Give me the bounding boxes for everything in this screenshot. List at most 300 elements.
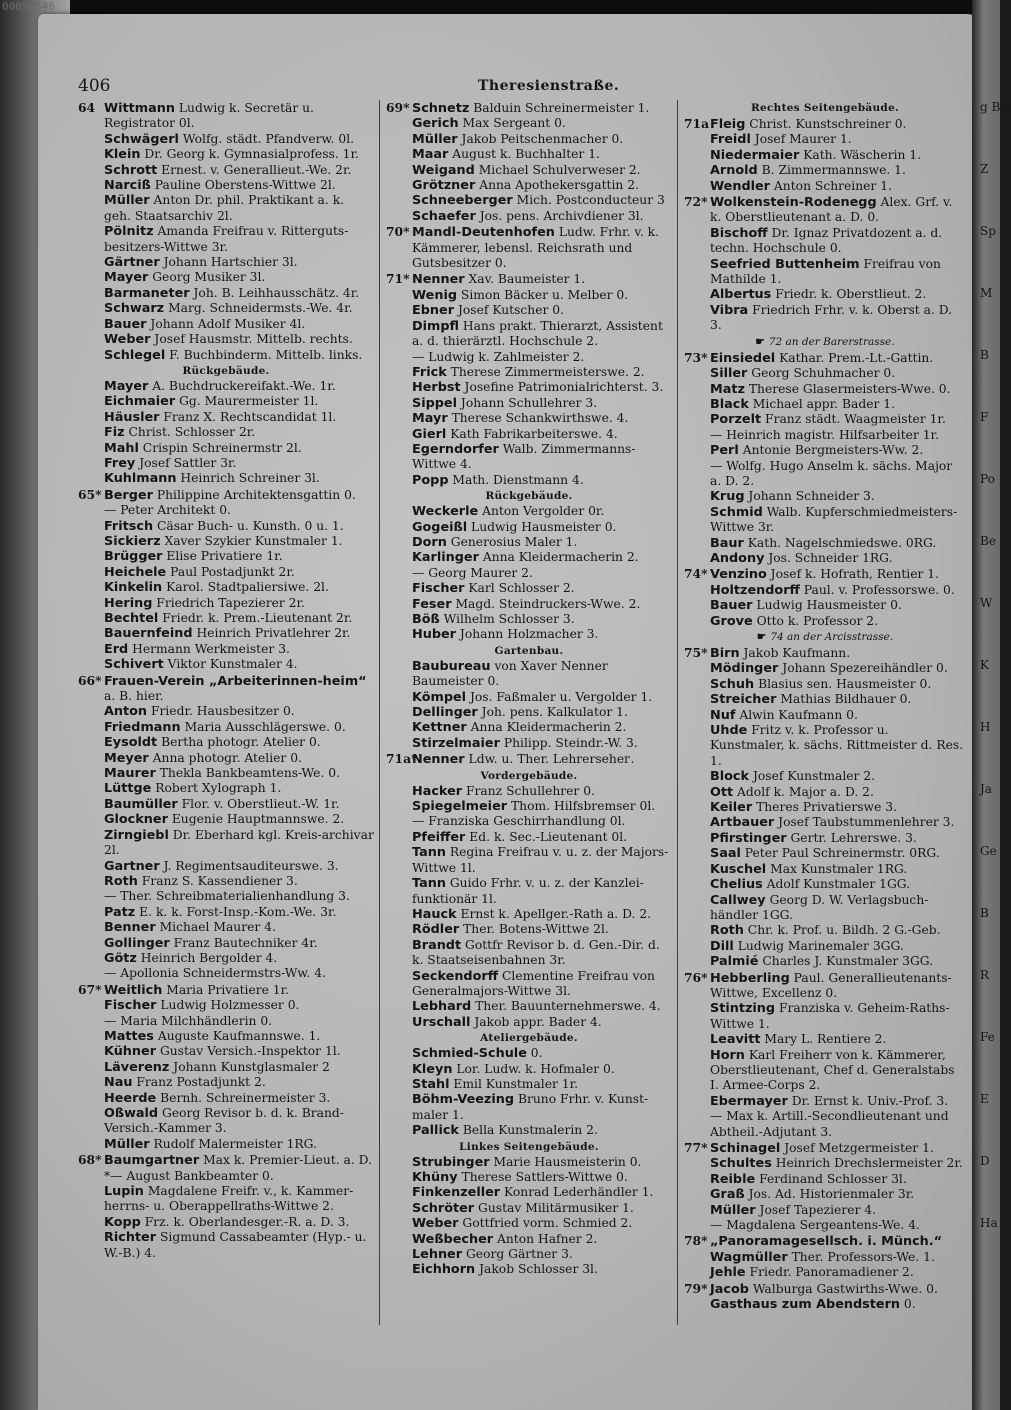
facing-page-fragment: Ha bbox=[980, 1216, 998, 1230]
directory-entry bbox=[386, 784, 672, 799]
resident-details: Robert Xylograph 1. bbox=[155, 781, 282, 796]
resident-details: Jos. Schneider 1RG. bbox=[768, 550, 893, 565]
resident-details: Jakob Peitschenmacher 0. bbox=[461, 131, 624, 146]
resident-details: — Ther. Schreibmaterialienhandlung 3. bbox=[104, 889, 350, 904]
directory-entry bbox=[78, 224, 374, 255]
directory-entry bbox=[78, 534, 374, 549]
resident-name: Gogeißl bbox=[412, 519, 468, 535]
resident-name: Gartner bbox=[104, 858, 160, 874]
house-number: 70* bbox=[386, 224, 410, 240]
facing-page-fragment: Ge bbox=[980, 844, 997, 858]
directory-entry bbox=[684, 397, 966, 412]
resident-details: Pauline Oberstens-Wittwe 2l. bbox=[154, 178, 336, 193]
directory-entry bbox=[78, 580, 374, 595]
facing-page-fragment: H bbox=[980, 720, 991, 734]
resident-name: Weber bbox=[412, 1216, 459, 1232]
resident-name: Kuschel bbox=[710, 861, 767, 877]
resident-name: Pölnitz bbox=[104, 224, 154, 240]
resident-name: Schneeberger bbox=[412, 193, 513, 209]
directory-entry bbox=[78, 379, 374, 394]
facing-page-fragment: M bbox=[980, 286, 993, 300]
directory-entry bbox=[386, 396, 672, 411]
house-number: 76* bbox=[684, 969, 708, 985]
directory-entry bbox=[78, 673, 374, 705]
resident-name: Wenig bbox=[412, 287, 457, 303]
directory-entry bbox=[78, 1044, 374, 1059]
resident-name: Seckendorff bbox=[412, 968, 499, 984]
resident-name: Erd bbox=[104, 641, 129, 657]
directory-entry bbox=[684, 815, 966, 830]
directory-entry bbox=[386, 132, 672, 147]
directory-entry bbox=[386, 365, 672, 380]
directory-entry bbox=[386, 380, 672, 395]
resident-details: Ludwig Marinemaler 3GG. bbox=[737, 938, 904, 953]
directory-entry bbox=[684, 163, 966, 178]
facing-page-fragment: W bbox=[980, 596, 993, 610]
resident-name: Horn bbox=[710, 1047, 745, 1063]
resident-name: Müller bbox=[104, 1136, 150, 1152]
resident-name: Dill bbox=[710, 938, 734, 954]
resident-details: Georg Musiker 3l. bbox=[152, 270, 266, 285]
directory-entry bbox=[684, 692, 966, 707]
resident-details: Johann Holzmacher 3. bbox=[459, 627, 599, 642]
directory-entry bbox=[78, 487, 374, 503]
corner-note bbox=[684, 335, 966, 349]
resident-name: Oßwald bbox=[104, 1106, 159, 1121]
resident-name: Brandt bbox=[412, 937, 462, 953]
column-rule bbox=[379, 100, 380, 1325]
resident-details: Gertr. Lehrerswe. 3. bbox=[790, 830, 917, 845]
resident-name: Porzelt bbox=[710, 412, 762, 428]
resident-name: Zirngiebl bbox=[104, 827, 169, 843]
resident-details: Georg Revisor b. d. k. Brand-Versich.-Kammer 3. bbox=[104, 1106, 344, 1136]
directory-entry bbox=[78, 982, 374, 998]
resident-details: Lor. Ludw. k. Hofmaler 0. bbox=[456, 1061, 615, 1076]
directory-entry bbox=[684, 1233, 966, 1249]
resident-name: Kuhlmann bbox=[104, 471, 177, 487]
directory-entry bbox=[386, 319, 672, 350]
directory-entry bbox=[386, 147, 672, 162]
directory-entry bbox=[684, 566, 966, 582]
directory-entry bbox=[386, 1046, 672, 1061]
directory-entry bbox=[386, 116, 672, 131]
resident-name: Hauck bbox=[412, 906, 457, 922]
resident-details: Johann Hartschier 3l. bbox=[163, 255, 298, 270]
page-header bbox=[78, 76, 958, 98]
directory-entry bbox=[386, 597, 672, 612]
directory-entry bbox=[78, 596, 374, 611]
resident-name: Richter bbox=[104, 1230, 157, 1246]
resident-details: — Georg Maurer 2. bbox=[412, 565, 533, 580]
directory-entry bbox=[386, 1201, 672, 1216]
resident-name: Gierl bbox=[412, 426, 447, 442]
resident-details: Dr. Ignaz Privatdozent a. d. techn. Hochschule 0. bbox=[710, 225, 943, 256]
directory-entry bbox=[386, 845, 672, 876]
resident-details: Ludwig k. Secretär u. Registrator 0l. bbox=[104, 101, 314, 131]
resident-details: Anna Apothekersgattin 2. bbox=[479, 178, 639, 193]
resident-details: Jakob Schlosser 3l. bbox=[479, 1262, 598, 1277]
resident-name: Strubinger bbox=[412, 1154, 490, 1170]
directory-entry bbox=[684, 661, 966, 676]
directory-entry bbox=[684, 1109, 966, 1140]
resident-details: Josef Kunstmaler 2. bbox=[752, 769, 876, 784]
resident-details: Dr. Eberhard kgl. Kreis-archivar 2l. bbox=[104, 827, 374, 858]
resident-details: Bertha photogr. Atelier 0. bbox=[161, 735, 321, 750]
resident-name: Spiegelmeier bbox=[412, 799, 508, 815]
section-heading: Rechtes Seitengebäude. bbox=[750, 102, 900, 114]
resident-details: Freifrau von Mathilde 1. bbox=[710, 256, 941, 287]
directory-entry bbox=[684, 970, 966, 1002]
resident-details: Therese Zimmermeisterswe. 2. bbox=[450, 364, 645, 379]
resident-details: Friedr. k. Prem.-Lieutenant 2r. bbox=[162, 611, 353, 625]
resident-details: Ludw. Frhr. v. k. Kämmerer, lebensl. Reichsrath und Gutsbesitzer 0. bbox=[412, 225, 660, 271]
resident-details: Antonie Bergmeisters-Ww. 2. bbox=[742, 443, 924, 458]
resident-name: Reible bbox=[710, 1171, 756, 1187]
facing-page-fragment: K bbox=[980, 658, 989, 672]
directory-entry bbox=[78, 519, 374, 534]
directory-entry bbox=[684, 303, 966, 334]
column-left bbox=[78, 100, 374, 1390]
directory-entry bbox=[78, 1230, 374, 1261]
resident-details: Franz Schullehrer 0. bbox=[466, 783, 595, 798]
resident-name: Narciß bbox=[104, 178, 151, 194]
resident-details: Hans prakt. Thierarzt, Assistent a. d. thierärztl. Hochschule 2. bbox=[412, 318, 663, 349]
column-middle bbox=[386, 100, 672, 1390]
resident-name: Mahl bbox=[104, 440, 139, 456]
pointing-hand-icon: ☛ bbox=[756, 631, 767, 643]
directory-entry bbox=[78, 1060, 374, 1075]
resident-details: Crispin Schreinermstr 2l. bbox=[142, 440, 302, 455]
resident-name: Nuf bbox=[710, 707, 736, 723]
directory-entry bbox=[684, 862, 966, 877]
resident-name: Mattes bbox=[104, 1028, 154, 1044]
resident-name: Pfeiffer bbox=[412, 829, 466, 845]
resident-details: Magd. Steindruckers-Wwe. 2. bbox=[455, 596, 641, 611]
directory-entry bbox=[684, 831, 966, 846]
directory-entry bbox=[386, 1155, 672, 1170]
resident-details: E. k. k. Forst-Insp.-Kom.-We. 3r. bbox=[139, 904, 337, 919]
resident-details: Christ. Kunstschreiner 0. bbox=[749, 117, 907, 131]
directory-entry bbox=[78, 178, 374, 193]
directory-entry bbox=[684, 366, 966, 381]
resident-name: Saal bbox=[710, 846, 741, 862]
directory-entry bbox=[386, 799, 672, 814]
directory-entry bbox=[386, 999, 672, 1014]
resident-name: Lupin bbox=[104, 1184, 144, 1200]
resident-details: Jos. pens. Archivdiener 3l. bbox=[479, 208, 644, 223]
resident-details: Ed. k. Sec.-Lieutenant 0l. bbox=[469, 829, 628, 844]
resident-details: Bernh. Schreinermeister 3. bbox=[160, 1090, 331, 1105]
resident-details: Xav. Baumeister 1. bbox=[468, 272, 586, 287]
resident-name: Maurer bbox=[104, 766, 156, 782]
directory-entry bbox=[78, 270, 374, 285]
section-heading: Vordergebäude. bbox=[480, 769, 578, 782]
directory-entry bbox=[78, 859, 374, 874]
facing-page-fragment: B bbox=[980, 348, 989, 362]
directory-entry bbox=[78, 255, 374, 270]
resident-details: Heinrich Drechslermeister 2r. bbox=[775, 1156, 963, 1171]
resident-details: Hermann Werkmeister 3. bbox=[132, 641, 290, 656]
resident-details: Franz Postadjunkt 2. bbox=[136, 1075, 266, 1090]
house-number: 77* bbox=[684, 1140, 708, 1155]
resident-name: Frick bbox=[412, 364, 447, 380]
directory-entry bbox=[386, 1216, 672, 1231]
resident-name: Schuh bbox=[710, 676, 755, 692]
resident-name: Hebberling bbox=[710, 970, 790, 986]
house-number: 79* bbox=[684, 1280, 708, 1296]
resident-name: Callwey bbox=[710, 892, 766, 908]
directory-entry bbox=[684, 132, 966, 147]
directory-entry bbox=[386, 922, 672, 937]
directory-entry bbox=[684, 1187, 966, 1202]
resident-details: Johann Adolf Musiker 4l. bbox=[150, 316, 306, 331]
resident-details: Christ. Schlosser 2r. bbox=[128, 425, 256, 440]
resident-name: Stirzelmaier bbox=[412, 735, 500, 751]
directory-entry bbox=[386, 907, 672, 922]
resident-name: Bauer bbox=[104, 316, 147, 332]
house-number: 67* bbox=[78, 981, 102, 997]
resident-name: Weber bbox=[104, 332, 151, 348]
resident-details: Paul. v. Professorswe. 0. bbox=[803, 582, 955, 597]
resident-name: Schlegel bbox=[104, 347, 166, 363]
resident-details: 0. bbox=[530, 1046, 543, 1061]
directory-entry bbox=[386, 520, 672, 535]
resident-name: Niedermaier bbox=[710, 147, 800, 163]
directory-entry bbox=[78, 1137, 374, 1152]
column-rule bbox=[677, 100, 678, 1325]
resident-details: Dr. Ernst k. Univ.-Prof. 3. bbox=[791, 1093, 949, 1108]
page-number: 406 bbox=[78, 76, 111, 96]
resident-details: Jos. Faßmaler u. Vergolder 1. bbox=[469, 689, 653, 704]
directory-entry bbox=[78, 503, 374, 518]
resident-name: Müller bbox=[104, 193, 150, 209]
resident-name: Barmaneter bbox=[104, 285, 190, 301]
resident-name: Benner bbox=[104, 920, 156, 936]
house-number: 73* bbox=[684, 349, 708, 365]
resident-name: Grove bbox=[710, 613, 753, 629]
resident-name: Schröter bbox=[412, 1200, 475, 1216]
house-number: 66* bbox=[78, 672, 102, 688]
resident-name: Black bbox=[710, 396, 749, 412]
resident-details: Guido Frhr. v. u. z. der Kanzlei-funktionär 1l. bbox=[412, 876, 644, 906]
facing-page-fragment: F bbox=[980, 410, 989, 424]
resident-details: Josef Tapezierer 4. bbox=[759, 1202, 877, 1217]
resident-details: Thekla Bankbeamtens-We. 0. bbox=[159, 766, 341, 781]
resident-details: Peter Paul Schreinermstr. 0RG. bbox=[744, 846, 940, 861]
resident-name: Weckerle bbox=[412, 504, 479, 520]
resident-name: Hacker bbox=[412, 783, 463, 799]
resident-details: Kath. Wäscherin 1. bbox=[803, 147, 922, 162]
directory-entry bbox=[684, 551, 966, 566]
resident-details: Auguste Kaufmannswe. 1. bbox=[157, 1028, 321, 1043]
resident-details: — Magdalena Sergeantens-We. 4. bbox=[710, 1218, 920, 1233]
resident-details: Jakob appr. Bader 4. bbox=[474, 1014, 602, 1029]
house-number: 71* bbox=[386, 271, 410, 287]
resident-details: Clementine Freifrau von Generalmajors-Wittwe 3l. bbox=[412, 968, 655, 998]
resident-details: Ludwig Hausmeister 0. bbox=[756, 598, 902, 613]
facing-page-fragment: Z bbox=[980, 162, 989, 176]
resident-name: Vibra bbox=[710, 302, 749, 318]
resident-details: F. Buchbinderm. Mittelb. links. bbox=[169, 347, 363, 362]
directory-entry bbox=[684, 1297, 966, 1312]
resident-details: Michael Schulverweser 2. bbox=[478, 162, 641, 177]
resident-details: — Apollonia Schneidermstrs-Ww. 4. bbox=[104, 966, 326, 981]
resident-details: Josef k. Hofrath, Rentier 1. bbox=[770, 567, 939, 582]
resident-name: Frey bbox=[104, 455, 136, 471]
resident-details: Anton Schreiner 1. bbox=[773, 178, 892, 193]
resident-name: Lehner bbox=[412, 1247, 463, 1263]
resident-name: Weigand bbox=[412, 162, 475, 178]
resident-details: Ther. Professors-We. 1. bbox=[791, 1249, 935, 1264]
resident-name: „Panoramagesellsch. i. Münch.“ bbox=[710, 1234, 943, 1250]
directory-entry bbox=[386, 1185, 672, 1200]
directory-entry bbox=[684, 179, 966, 194]
resident-name: Maar bbox=[412, 147, 449, 163]
resident-name: Dimpfl bbox=[412, 318, 459, 334]
resident-name: Leavitt bbox=[710, 1032, 761, 1048]
resident-name: Schultes bbox=[710, 1156, 772, 1172]
resident-name: Klein bbox=[104, 147, 141, 163]
directory-entry bbox=[78, 193, 374, 224]
resident-details: Emil Kunstmaler 1r. bbox=[453, 1076, 579, 1091]
resident-name: Wittmann bbox=[104, 101, 175, 116]
directory-entry bbox=[386, 350, 672, 365]
resident-details: Anton Vergolder 0r. bbox=[482, 504, 605, 519]
resident-details: Mary L. Rentiere 2. bbox=[764, 1032, 887, 1047]
resident-name: Schaefer bbox=[412, 208, 476, 224]
resident-details: Marg. Schneidermsts.-We. 4r. bbox=[168, 301, 353, 316]
resident-name: Brügger bbox=[104, 549, 163, 565]
resident-name: Fiz bbox=[104, 425, 125, 441]
resident-name: Kinkelin bbox=[104, 580, 163, 596]
directory-entry bbox=[684, 954, 966, 969]
resident-name: Hering bbox=[104, 595, 153, 611]
directory-entry bbox=[78, 410, 374, 425]
resident-name: Albertus bbox=[710, 287, 772, 303]
resident-details: Georg Gärtner 3. bbox=[465, 1247, 573, 1262]
house-number: 74* bbox=[684, 566, 708, 582]
resident-name: Frauen-Verein „Arbeiterinnen-heim“ bbox=[104, 673, 367, 689]
resident-details: Otto k. Professor 2. bbox=[756, 613, 879, 628]
resident-name: Nau bbox=[104, 1075, 133, 1091]
resident-name: Weitlich bbox=[104, 982, 163, 998]
resident-details: Dr. Georg k. Gymnasialprofess. 1r. bbox=[144, 147, 359, 162]
resident-name: Mandl-Deutenhofen bbox=[412, 225, 555, 241]
directory-entry bbox=[684, 800, 966, 815]
resident-details: Viktor Kunstmaler 4. bbox=[167, 657, 298, 672]
directory-entry bbox=[386, 612, 672, 627]
resident-details: — Peter Architekt 0. bbox=[104, 503, 231, 518]
facing-page-fragment: B bbox=[980, 906, 989, 920]
house-number: 72* bbox=[684, 194, 708, 210]
directory-entry bbox=[386, 566, 672, 581]
resident-details: Therese Schankwirthswe. 4. bbox=[451, 411, 629, 426]
resident-details: Friedrich Tapezierer 2r. bbox=[156, 595, 305, 610]
resident-details: Michael appr. Bader 1. bbox=[752, 396, 896, 411]
section-heading: Gartenbau. bbox=[494, 644, 564, 657]
resident-details: Math. Dienstmann 4. bbox=[452, 472, 584, 487]
directory-entry bbox=[684, 443, 966, 458]
resident-details: von Xaver Nenner Baumeister 0. bbox=[412, 658, 608, 689]
house-number: 65* bbox=[78, 486, 102, 502]
resident-details: Gottfr Revisor b. d. Gen.-Dir. d. k. Staatseisenbahnen 3r. bbox=[412, 937, 660, 968]
column-right bbox=[684, 100, 966, 1390]
section-heading: Rückgebäude. bbox=[485, 490, 573, 503]
resident-name: Ott bbox=[710, 784, 734, 800]
resident-name: Popp bbox=[412, 472, 449, 488]
directory-entry bbox=[386, 720, 672, 735]
directory-entry bbox=[78, 441, 374, 456]
house-number: 78* bbox=[684, 1233, 708, 1249]
resident-name: Finkenzeller bbox=[412, 1185, 501, 1201]
scan-id: 00098546 bbox=[2, 0, 55, 13]
resident-details: Maria Ausschlägerswe. 0. bbox=[184, 719, 346, 734]
directory-entry bbox=[78, 163, 374, 178]
directory-entry bbox=[78, 611, 374, 626]
directory-entry bbox=[684, 536, 966, 551]
resident-name: Graß bbox=[710, 1187, 745, 1203]
directory-entry bbox=[78, 317, 374, 332]
directory-entry bbox=[386, 550, 672, 565]
facing-page-fragment: Ja bbox=[980, 782, 992, 796]
resident-details: Philipp. Steindr.-W. 3. bbox=[503, 735, 638, 750]
resident-details: Mich. Postconducteur 3 bbox=[516, 193, 665, 208]
resident-name: Bechtel bbox=[104, 611, 159, 626]
resident-details: Therese Sattlers-Wittwe 0. bbox=[461, 1170, 628, 1184]
resident-details: — Max k. Artill.-Secondlieutenant und Abtheil.-Adjutant 3. bbox=[710, 1109, 949, 1139]
resident-name: Schivert bbox=[104, 657, 164, 673]
resident-name: Pfirstinger bbox=[710, 830, 787, 846]
resident-name: Wolkenstein-Rodenegg bbox=[710, 195, 877, 211]
resident-name: Schnetz bbox=[412, 101, 470, 116]
resident-name: Streicher bbox=[710, 692, 777, 708]
facing-page-edge bbox=[972, 0, 1011, 1410]
house-number: 71a bbox=[684, 116, 710, 131]
facing-page-fragment: R bbox=[980, 968, 990, 982]
resident-name: Läverenz bbox=[104, 1059, 170, 1075]
house-number: 64 bbox=[78, 100, 96, 115]
resident-name: Venzino bbox=[710, 567, 767, 583]
directory-entry bbox=[78, 626, 374, 641]
resident-details: Kath Fabrikarbeiterswe. 4. bbox=[450, 426, 618, 441]
resident-details: Simon Bäcker u. Melber 0. bbox=[460, 287, 629, 302]
directory-entry bbox=[684, 923, 966, 938]
resident-name: Rödler bbox=[412, 922, 460, 938]
resident-name: Chelius bbox=[710, 877, 763, 893]
resident-details: Josef Maurer 1. bbox=[754, 132, 852, 147]
directory-entry bbox=[684, 877, 966, 892]
resident-details: Max Kunstmaler 1RG. bbox=[770, 861, 908, 876]
resident-name: Einsiedel bbox=[710, 350, 776, 366]
directory-entry bbox=[78, 1169, 374, 1184]
resident-details: Max Sergeant 0. bbox=[462, 116, 566, 131]
resident-name: Böß bbox=[412, 612, 440, 627]
resident-name: Anton bbox=[104, 704, 148, 720]
resident-details: Gottfried vorm. Schmied 2. bbox=[462, 1216, 633, 1231]
resident-details: Georg D. W. Verlagsbuch-händler 1GG. bbox=[710, 892, 929, 922]
resident-details: Walb. Kupferschmiedmeisters-Wittwe 3r. bbox=[710, 504, 958, 535]
resident-details: Theres Privatierswe 3. bbox=[756, 800, 897, 815]
resident-details: Wolfg. städt. Pfandverw. 0l. bbox=[182, 131, 355, 146]
directory-entry bbox=[684, 459, 966, 490]
directory-entry bbox=[684, 1156, 966, 1171]
directory-entry bbox=[78, 951, 374, 966]
directory-entry bbox=[78, 332, 374, 347]
directory-entry bbox=[386, 473, 672, 488]
resident-details: Anton Dr. phil. Praktikant a. k. geh. Staatsarchiv 2l. bbox=[104, 193, 345, 223]
resident-name: Keiler bbox=[710, 800, 753, 816]
resident-details: Ludwig Holzmesser 0. bbox=[160, 998, 300, 1013]
